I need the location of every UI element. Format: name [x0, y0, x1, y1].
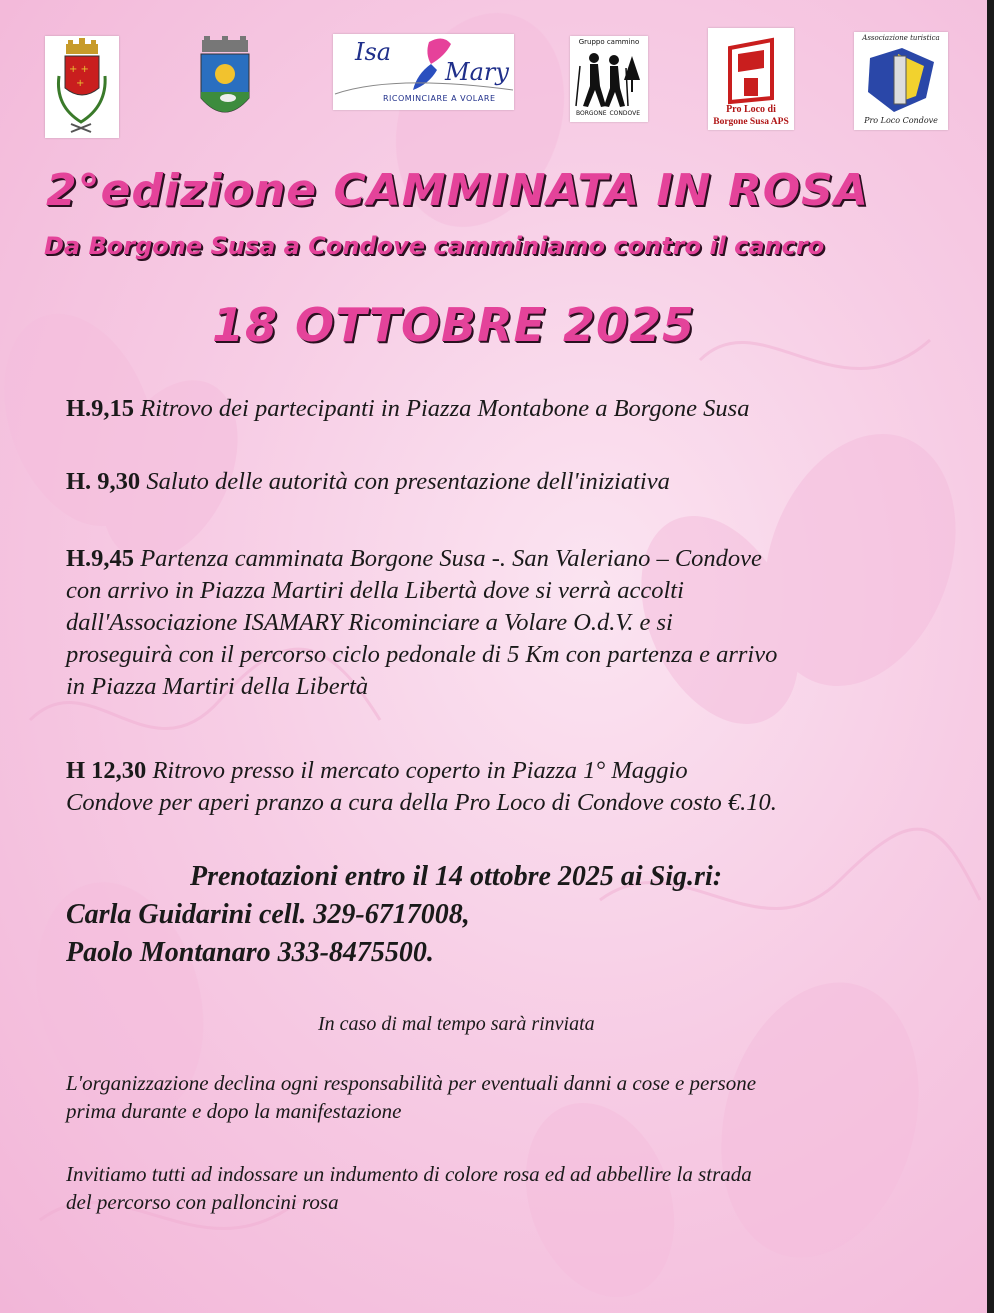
invitation-note [66, 1160, 752, 1216]
schedule-item [66, 755, 777, 819]
booking-contact: Paolo Montanaro 333-8475500. [66, 937, 434, 968]
schedule-item [66, 543, 777, 703]
isamary-tagline: RICOMINCIARE A VOLARE [383, 94, 496, 103]
schedule-item [66, 466, 670, 498]
svg-text:+ +: + + [69, 64, 89, 75]
weather-note: In caso di mal tempo sarà rinviata [318, 1013, 595, 1035]
invitation-line: Invitiamo tutti ad indossare un indumento di colore rosa ed ad abbellire la strada [66, 1162, 752, 1186]
booking-contact: Carla Guidarini cell. 329-6717008, [66, 899, 470, 930]
pro-loco-borgone-line2: Borgone Susa APS [713, 117, 789, 127]
gruppo-cammino-bottom-left: BORGONE [576, 110, 607, 117]
gruppo-cammino-logo [570, 36, 648, 122]
schedule-text: in Piazza Martiri della Libertà [66, 673, 369, 700]
schedule-time: H. 9,30 [66, 468, 141, 495]
schedule-time: H.9,45 [66, 545, 135, 572]
schedule-item [66, 393, 749, 425]
event-subtitle: Da Borgone Susa a Condove camminiamo contro il cancro [44, 232, 825, 260]
pro-loco-borgone-logo [708, 28, 794, 130]
schedule-text: Ritrovo dei partecipanti in Piazza Montabone a Borgone Susa [140, 395, 750, 422]
schedule-text: Partenza camminata Borgone Susa -. San Valeriano – Condove [140, 545, 762, 572]
schedule-time: H 12,30 [66, 757, 147, 784]
gruppo-cammino-bottom-right: CONDOVE [609, 110, 640, 117]
pro-loco-borgone-line1: Pro Loco di [726, 104, 776, 115]
event-date: 18 OTTOBRE 2025 [212, 298, 695, 352]
disclaimer-line: prima durante e dopo la manifestazione [66, 1099, 402, 1123]
schedule-text: Condove per aperi pranzo a cura della Pro Loco di Condove costo €.10. [66, 789, 777, 816]
associazione-turistica-text: Associazione turistica [862, 34, 940, 42]
schedule-text: dall'Associazione ISAMARY Ricominciare a Volare O.d.V. e si [66, 609, 673, 636]
isamary-name-right: Mary [445, 58, 509, 86]
borgone-coat-of-arms-logo [45, 36, 119, 138]
event-title: 2°edizione CAMMINATA IN ROSA [46, 165, 869, 216]
schedule-text: Saluto delle autorità con presentazione dell'iniziativa [146, 468, 670, 495]
gruppo-cammino-top-text: Gruppo cammino [578, 38, 640, 46]
schedule-text: proseguirà con il percorso ciclo pedonale di 5 Km con partenza e arrivo [66, 641, 778, 668]
svg-text:+: + [76, 78, 85, 89]
schedule-time: H.9,15 [66, 395, 135, 422]
schedule-text: con arrivo in Piazza Martiri della Libertà dove si verrà accolti [66, 577, 684, 604]
disclaimer-line: L'organizzazione declina ogni responsabilità per eventuali danni a cose e persone [66, 1071, 757, 1095]
pro-loco-condove-text: Pro Loco Condove [864, 116, 938, 125]
pro-loco-condove-logo [854, 32, 948, 130]
disclaimer-note [66, 1069, 756, 1125]
schedule-text: Ritrovo presso il mercato coperto in Piazza 1° Maggio [152, 757, 688, 784]
invitation-line: del percorso con palloncini rosa [66, 1190, 339, 1214]
booking-heading: Prenotazioni entro il 14 ottobre 2025 ai Sig.ri: [190, 861, 723, 892]
isamary-name-left: Isa [355, 38, 392, 66]
condove-coat-of-arms-logo [196, 36, 254, 128]
isamary-logo [333, 34, 514, 110]
